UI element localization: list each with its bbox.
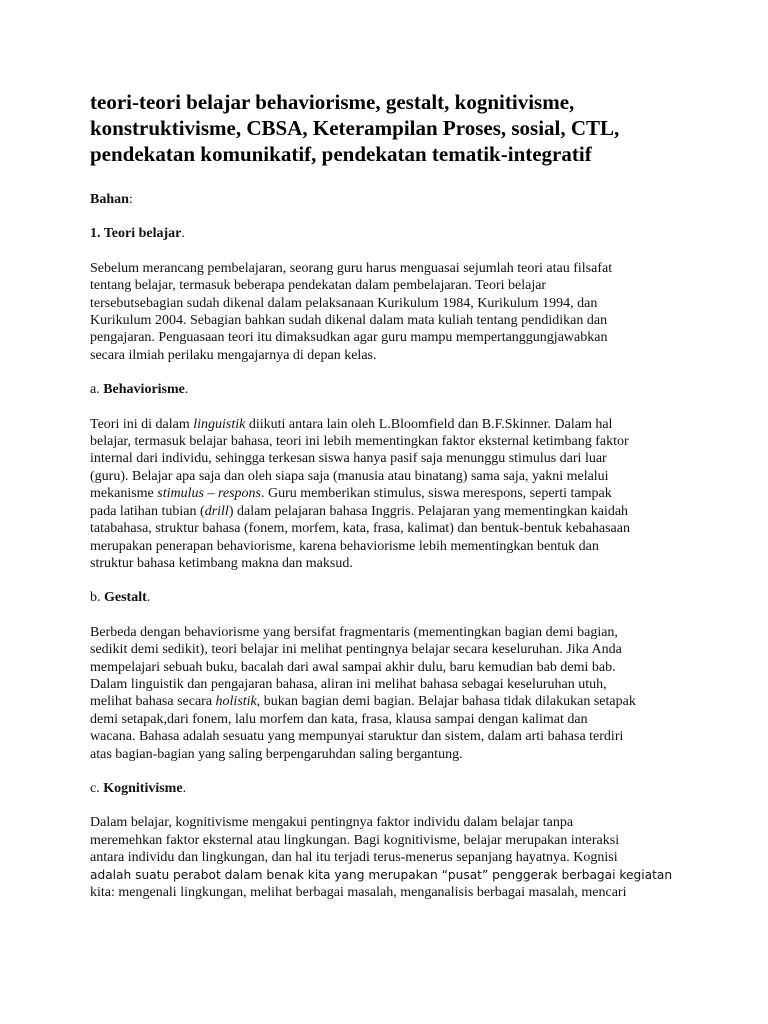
text-line: Teori ini di dalam linguistik diikuti antara lain oleh L.Bloomfield dan B.F.Skinner. Dalam hal xyxy=(90,416,613,432)
text-line: Sebelum merancang pembelajaran, seorang guru harus menguasai sejumlah teori atau filsafat xyxy=(90,260,613,276)
document-title xyxy=(90,89,690,167)
page-fade-overlay xyxy=(0,914,768,1024)
section-heading-gestalt: b. Gestalt. xyxy=(90,590,151,606)
text-line: tersebutsebagian sudah dikenal dalam pelaksanaan Kurikulum 1984, Kurikulum 1994, dan xyxy=(90,295,598,311)
text-line: secara ilmiah perilaku mengajarnya di depan kelas. xyxy=(90,347,377,363)
title-line: pendekatan komunikatif, pendekatan tematik-integratif xyxy=(90,142,592,166)
text-line: Dalam linguistik dan pengajaran bahasa, aliran ini melihat bahasa sebagai keseluruhan utuh, xyxy=(90,676,607,692)
behaviorisme-paragraph xyxy=(90,416,690,573)
title-line: teori-teori belajar behaviorisme, gestalt, kognitivisme, xyxy=(90,90,575,114)
text-line: mekanisme stimulus – respons. Guru memberikan stimulus, siswa merespons, seperti tampak xyxy=(90,486,612,502)
text-line: merupakan penerapan behaviorisme, karena behaviorisme lebih mementingkan bentuk dan xyxy=(90,538,599,554)
section-heading-behaviorisme: a. Behaviorisme. xyxy=(90,382,189,398)
text-line: pengajaran. Penguasaan teori itu dimaksudkan agar guru mampu mempertanggungjawabkan xyxy=(90,330,608,346)
section-heading-kognitivisme: c. Kognitivisme. xyxy=(90,780,187,796)
text-line: wacana. Bahasa adalah sesuatu yang mempunyai staruktur dan sistem, dalam arti bahasa terdiri xyxy=(90,729,624,745)
text-line: Berbeda dengan behaviorisme yang bersifat fragmentaris (mementingkan bagian demi bagian, xyxy=(90,624,618,640)
kognitivisme-paragraph xyxy=(90,814,690,901)
text-line: tatabahasa, struktur bahasa (fonem, morfem, kata, frasa, kalimat) dan bentuk-bentuk kebahasaan xyxy=(90,521,630,537)
text-line: meremehkan faktor eksternal atau lingkungan. Bagi kognitivisme, belajar merupakan interaksi xyxy=(90,832,620,848)
text-line: mempelajari sebuah buku, bacalah dari awal sampai akhir dulu, baru kemudian bab demi bab. xyxy=(90,659,616,675)
text-line: atas bagian-bagian yang saling berpengaruhdan saling bergantung. xyxy=(90,746,463,762)
teori-label: Teori belajar xyxy=(103,226,182,242)
text-line: antara individu dan lingkungan, dan hal itu terjadi terus-menerus sepanjang hayatnya. Kognisi xyxy=(90,850,618,866)
intro-paragraph xyxy=(90,260,690,364)
text-line: Dalam belajar, kognitivisme mengakui pentingnya faktor individu dalam belajar tanpa xyxy=(90,815,574,831)
title-line: konstruktivisme, CBSA, Keterampilan Proses, sosial, CTL, xyxy=(90,116,620,140)
bahan-label: Bahan: xyxy=(90,192,133,207)
document-content xyxy=(90,89,690,901)
text-line: Kurikulum 2004. Sebagian bahkan sudah dikenal dalam mata kuliah tentang pendidikan dan xyxy=(90,313,608,329)
text-line: internal dari individu, sehingga terkesan siswa hanya pasif saja menunggu stimulus dari luar xyxy=(90,451,607,467)
teori-number: 1. xyxy=(90,226,104,242)
text-line: (guru). Belajar apa saja dan oleh siapa saja (manusia atau binatang) sama saja, yakni melalui xyxy=(90,468,609,484)
gestalt-paragraph xyxy=(90,624,690,763)
text-line: sedikit demi sedikit), teori belajar ini melihat pentingnya belajar secara keseluruhan. Jika Anda xyxy=(90,642,622,658)
teori-belajar-heading: 1. Teori belajar. xyxy=(90,226,185,242)
text-line: belajar, termasuk belajar bahasa, teori ini lebih mementingkan faktor eksternal ketimbang faktor xyxy=(90,434,629,450)
text-line: adalah suatu perabot dalam benak kita yang merupakan “pusat” penggerak berbagai kegiatan xyxy=(90,867,673,882)
text-line: pada latihan tubian (drill) dalam pelajaran bahasa Inggris. Pelajaran yang mementingkan kaidah xyxy=(90,503,629,519)
text-line: demi setapak,dari fonem, lalu morfem dan kata, frasa, klausa sampai dengan kalimat dan xyxy=(90,711,588,727)
text-line: tentang belajar, termasuk beberapa pendekatan dalam pembelajaran. Teori belajar xyxy=(90,278,547,294)
text-line: kita: mengenali lingkungan, melihat berbagai masalah, menganalisis berbagai masalah, mencari xyxy=(90,885,627,900)
text-line: melihat bahasa secara holistik, bukan bagian demi bagian. Belajar bahasa tidak dilakukan setapak xyxy=(90,694,636,710)
text-line: struktur bahasa ketimbang makna dan maksud. xyxy=(90,555,353,571)
